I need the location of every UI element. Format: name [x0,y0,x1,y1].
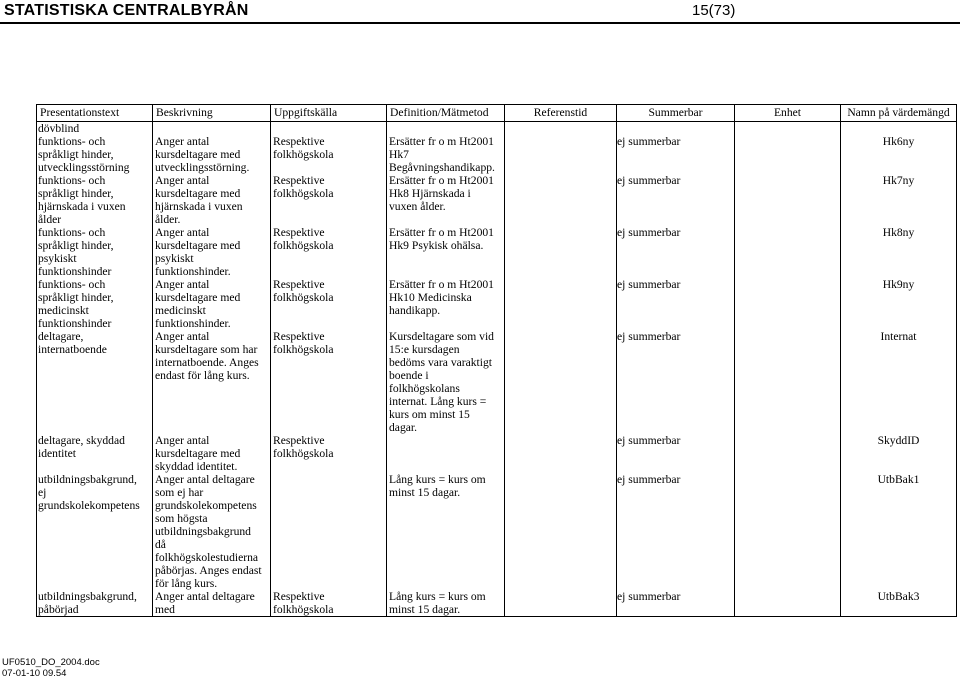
uppgiftskalla-cell: Respektive folkhögskola [271,174,387,226]
enhet-cell [735,174,841,226]
presentationstext-cell: funktions- och språkligt hinder, utvecklingsstörning [37,135,153,174]
referenstid-cell [505,330,617,434]
beskrivning-cell [153,122,271,136]
beskrivning-cell: Anger antal kursdeltagare med psykiskt funktionshinder. [153,226,271,278]
header-divider [0,22,960,24]
uppgiftskalla-cell: Respektive folkhögskola [271,590,387,617]
summerbar-cell: ej summerbar [617,590,735,617]
namn-cell: SkyddID [841,434,957,473]
presentationstext-cell: dövblind [37,122,153,136]
uppgiftskalla-cell: Respektive folkhögskola [271,135,387,174]
column-header-namn-pa-vardemangd: Namn på värdemängd [841,105,957,122]
namn-cell: Hk9ny [841,278,957,330]
presentationstext-cell: utbildningsbakgrund, ej grundskolekompetens [37,473,153,590]
referenstid-cell [505,135,617,174]
table-header-row [37,105,957,122]
beskrivning-cell: Anger antal deltagare som ej har grundskolekompetens som högsta utbildningsbakgrund då folkhögskolestudierna påbörjas. Anges endast för lång kurs. [153,473,271,590]
enhet-cell [735,330,841,434]
referenstid-cell [505,278,617,330]
uppgiftskalla-cell: Respektive folkhögskola [271,278,387,330]
summerbar-cell: ej summerbar [617,278,735,330]
definition-cell: Ersätter fr o m Ht2001 Hk10 Medicinska handikapp. [387,278,505,330]
definition-cell: Ersätter fr o m Ht2001 Hk8 Hjärnskada i vuxen ålder. [387,174,505,226]
column-header-enhet: Enhet [735,105,841,122]
uppgiftskalla-cell: Respektive folkhögskola [271,226,387,278]
referenstid-cell [505,473,617,590]
referenstid-cell [505,590,617,617]
definition-cell: Lång kurs = kurs om minst 15 dagar. [387,473,505,590]
presentationstext-cell: funktions- och språkligt hinder, medicinskt funktionshinder [37,278,153,330]
referenstid-cell [505,226,617,278]
namn-cell: Hk8ny [841,226,957,278]
variable-table-container [36,104,956,617]
beskrivning-cell: Anger antal kursdeltagare med medicinskt funktionshinder. [153,278,271,330]
table-row [37,122,957,136]
definition-cell: Kursdeltagare som vid 15:e kursdagen bedöms vara varaktigt boende i folkhögskolans internat. Lång kurs = kurs om minst 15 dagar. [387,330,505,434]
referenstid-cell [505,434,617,473]
namn-cell: UtbBak1 [841,473,957,590]
summerbar-cell: ej summerbar [617,135,735,174]
namn-cell: Internat [841,330,957,434]
uppgiftskalla-cell [271,122,387,136]
enhet-cell [735,122,841,136]
footer-filename: UF0510_DO_2004.doc [2,657,100,668]
presentationstext-cell: funktions- och språkligt hinder, hjärnskada i vuxen ålder [37,174,153,226]
table-row [37,226,957,278]
table-row [37,330,957,434]
namn-cell: Hk6ny [841,135,957,174]
enhet-cell [735,473,841,590]
table-row [37,590,957,617]
variable-table [36,104,957,617]
presentationstext-cell: utbildningsbakgrund, påbörjad [37,590,153,617]
definition-cell [387,434,505,473]
agency-name: STATISTISKA CENTRALBYRÅN [4,2,249,19]
definition-cell: Ersätter fr o m Ht2001 Hk9 Psykisk ohälsa. [387,226,505,278]
table-row [37,174,957,226]
presentationstext-cell: funktions- och språkligt hinder, psykiskt funktionshinder [37,226,153,278]
definition-cell: Ersätter fr o m Ht2001 Hk7 Begåvningshandikapp. [387,135,505,174]
presentationstext-cell: deltagare, skyddad identitet [37,434,153,473]
namn-cell: Hk7ny [841,174,957,226]
table-row [37,473,957,590]
column-header-uppgiftskalla: Uppgiftskälla [271,105,387,122]
column-header-definition: Definition/Mätmetod [387,105,505,122]
enhet-cell [735,590,841,617]
beskrivning-cell: Anger antal kursdeltagare med utvecklingsstörning. [153,135,271,174]
summerbar-cell: ej summerbar [617,473,735,590]
summerbar-cell: ej summerbar [617,226,735,278]
enhet-cell [735,135,841,174]
namn-cell: UtbBak3 [841,590,957,617]
definition-cell [387,122,505,136]
table-row [37,135,957,174]
table-row [37,278,957,330]
enhet-cell [735,434,841,473]
column-header-beskrivning: Beskrivning [153,105,271,122]
referenstid-cell [505,122,617,136]
summerbar-cell: ej summerbar [617,330,735,434]
uppgiftskalla-cell: Respektive folkhögskola [271,434,387,473]
referenstid-cell [505,174,617,226]
table-row [37,434,957,473]
beskrivning-cell: Anger antal kursdeltagare med hjärnskada i vuxen ålder. [153,174,271,226]
footer-date: 07-01-10 09.54 [2,668,67,679]
beskrivning-cell: Anger antal kursdeltagare med skyddad identitet. [153,434,271,473]
uppgiftskalla-cell: Respektive folkhögskola [271,330,387,434]
presentationstext-cell: deltagare, internatboende [37,330,153,434]
namn-cell [841,122,957,136]
column-header-summerbar: Summerbar [617,105,735,122]
enhet-cell [735,226,841,278]
summerbar-cell: ej summerbar [617,174,735,226]
beskrivning-cell: Anger antal kursdeltagare som har internatboende. Anges endast för lång kurs. [153,330,271,434]
column-header-presentationstext: Presentationstext [37,105,153,122]
enhet-cell [735,278,841,330]
definition-cell: Lång kurs = kurs om minst 15 dagar. [387,590,505,617]
column-header-referenstid: Referenstid [505,105,617,122]
summerbar-cell [617,122,735,136]
uppgiftskalla-cell [271,473,387,590]
page-number: 15(73) [692,2,736,19]
summerbar-cell: ej summerbar [617,434,735,473]
beskrivning-cell: Anger antal deltagare med [153,590,271,617]
